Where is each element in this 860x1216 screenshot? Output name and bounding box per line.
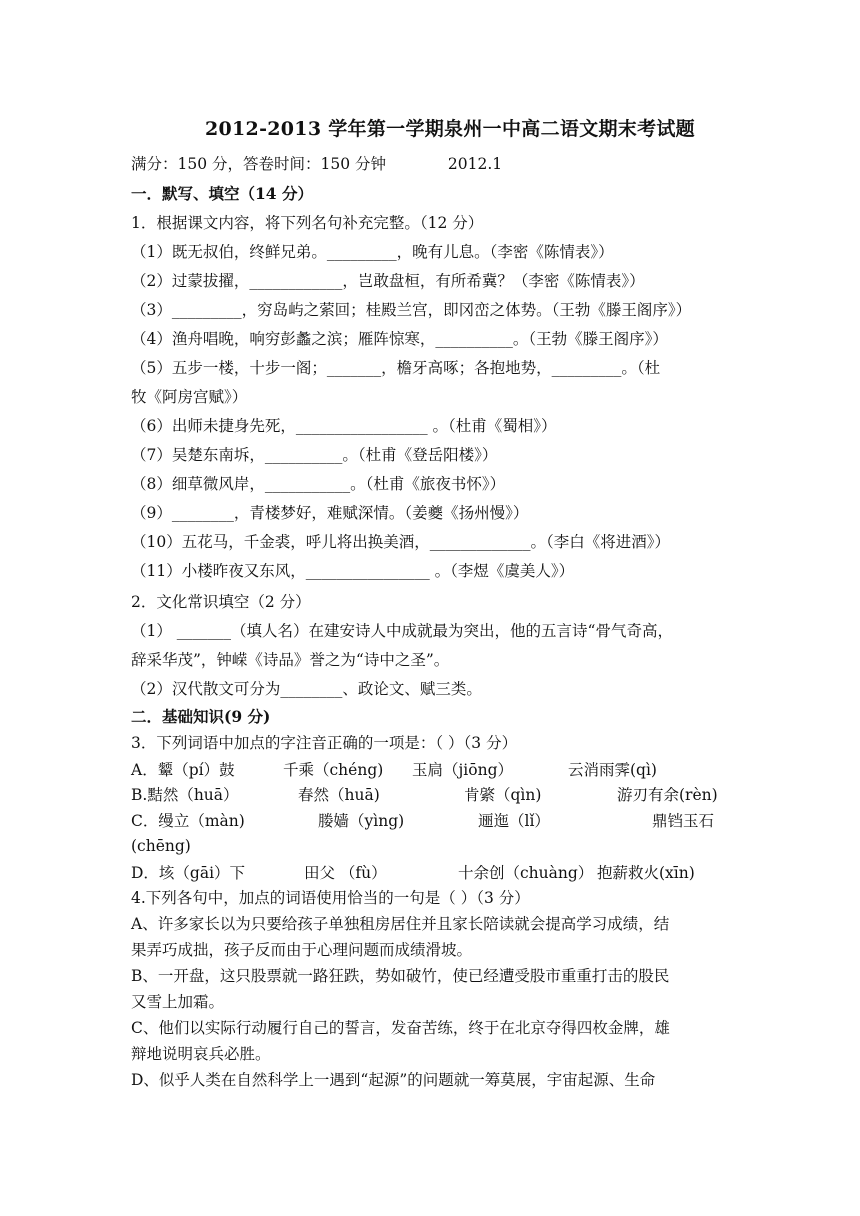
q3-option-d-1: D．垓（gāi）下	[131, 864, 246, 882]
q3-option-a-3: 玉扃（jiōng）	[412, 761, 514, 779]
q3-option-c-1: C．缦立（màn)	[131, 812, 245, 830]
q3-option-b-4: 游刃有余(rèn)	[617, 786, 718, 804]
q3-option-a-1: A．颦（pí）鼓	[131, 761, 235, 779]
q4-option-b: B、一开盘，这只股票就一路狂跌，势如破竹，使已经遭受股市重重打击的股民	[131, 967, 670, 985]
section-2-heading: 二．基础知识(9 分)	[131, 707, 271, 726]
question-2-stem: 2．文化常识填空（2 分）	[131, 593, 311, 611]
q4-option-a: A、许多家长以为只要给孩子单独租房居住并且家长陪读就会提高学习成绩，结	[131, 915, 670, 933]
question-4-stem: 4.下列各句中，加点的词语使用恰当的一句是（ ）（3 分）	[131, 889, 530, 907]
q1-item-5-cont: 牧《阿房宫赋》）	[131, 388, 248, 406]
q4-option-c-cont: 辩地说明哀兵必胜。	[131, 1045, 271, 1063]
q1-item-11: （11）小楼昨夜又东风，________________ 。（李煜《虞美人》）	[131, 562, 575, 580]
q1-item-4: （4）渔舟唱晚，响穷彭蠡之滨；雁阵惊寒，__________。（王勃《滕王阁序》）	[131, 330, 668, 348]
q1-item-5: （5）五步一楼，十步一阁；_______，檐牙高啄；各抱地势，_________。（杜	[131, 359, 661, 377]
question-1-stem: 1．根据课文内容，将下列名句补充完整。（12 分）	[131, 214, 484, 232]
q1-item-8: （8）细草微风岸，___________。（杜甫《旅夜书怀》）	[131, 475, 506, 493]
q1-item-7: （7）吴楚东南坼，__________。（杜甫《登岳阳楼》）	[131, 446, 498, 464]
q2-item-2: （2）汉代散文可分为________、政论文、赋三类。	[131, 680, 482, 698]
section-1-heading: 一．默写、填空（14 分）	[131, 184, 313, 203]
q4-option-c: C、他们以实际行动履行自己的誓言，发奋苦练，终于在北京夺得四枚金牌，雄	[131, 1019, 670, 1037]
q3-option-c-2: 媵嫱（yìng)	[318, 812, 405, 830]
q3-option-c-4: 鼎铛玉石	[652, 812, 715, 830]
q1-item-3: （3）_________，穷岛屿之萦回；桂殿兰宫，即冈峦之体势。（王勃《滕王阁序》）	[131, 301, 692, 319]
exam-info-text: 满分：150 分，答卷时间：150 分钟	[131, 155, 387, 173]
question-3-stem: 3．下列词语中加点的字注音正确的一项是：（ ）（3 分）	[131, 734, 518, 752]
page-title: 2012-2013 学年第一学期泉州一中高二语文期末考试题	[205, 118, 695, 140]
q1-item-9: （9）________，青楼梦好，难赋深情。（姜夔《扬州慢》）	[131, 504, 529, 522]
q4-option-d: D、似乎人类在自然科学上一遇到“起源”的问题就一筹莫展，宇宙起源、生命	[131, 1071, 656, 1089]
q1-item-1: （1）既无叔伯，终鲜兄弟。_________，晚有儿息。（李密《陈情表》）	[131, 243, 614, 261]
q4-option-a-cont: 果弄巧成拙，孩子反而由于心理问题而成绩滑坡。	[131, 941, 473, 959]
q3-option-c-cont: (chēng)	[131, 837, 191, 855]
exam-date: 2012.1	[447, 155, 503, 173]
exam-info	[131, 152, 731, 176]
q2-item-1: （1） _______（填人名）在建安诗人中成就最为突出，他的五言诗“骨气奇高，	[131, 622, 673, 640]
q1-item-10: （10）五花马，千金裘，呼儿将出换美酒，_____________。（李白《将进酒》）	[131, 533, 670, 551]
q3-option-b-3: 肯綮（qìn)	[464, 786, 542, 804]
q1-item-6: （6）出师未捷身先死，_________________ 。（杜甫《蜀相》）	[131, 417, 557, 435]
q2-item-1-cont: 辞采华茂”，钟嵘《诗品》誉之为“诗中之圣”。	[131, 651, 450, 669]
q3-option-d-4: 抱薪救火(xīn)	[597, 864, 695, 882]
q3-option-a-4: 云消雨霁(qì)	[568, 761, 657, 779]
q3-option-d-3: 十余创（chuàng）	[458, 864, 594, 882]
q3-option-b-1: B.黠然（huā）	[131, 786, 239, 804]
q3-option-d-2: 田父 （fù）	[304, 864, 387, 882]
q4-option-b-cont: 又雪上加霜。	[131, 993, 225, 1011]
q3-option-b-2: 春然（huā)	[298, 786, 380, 804]
q1-item-2: （2）过蒙拔擢，____________，岂敢盘桓，有所希冀？（李密《陈情表》）	[131, 272, 645, 290]
q3-option-a-2: 千乘（chéng)	[283, 761, 384, 779]
q3-option-c-3: 逦迤（lǐ）	[478, 812, 550, 830]
